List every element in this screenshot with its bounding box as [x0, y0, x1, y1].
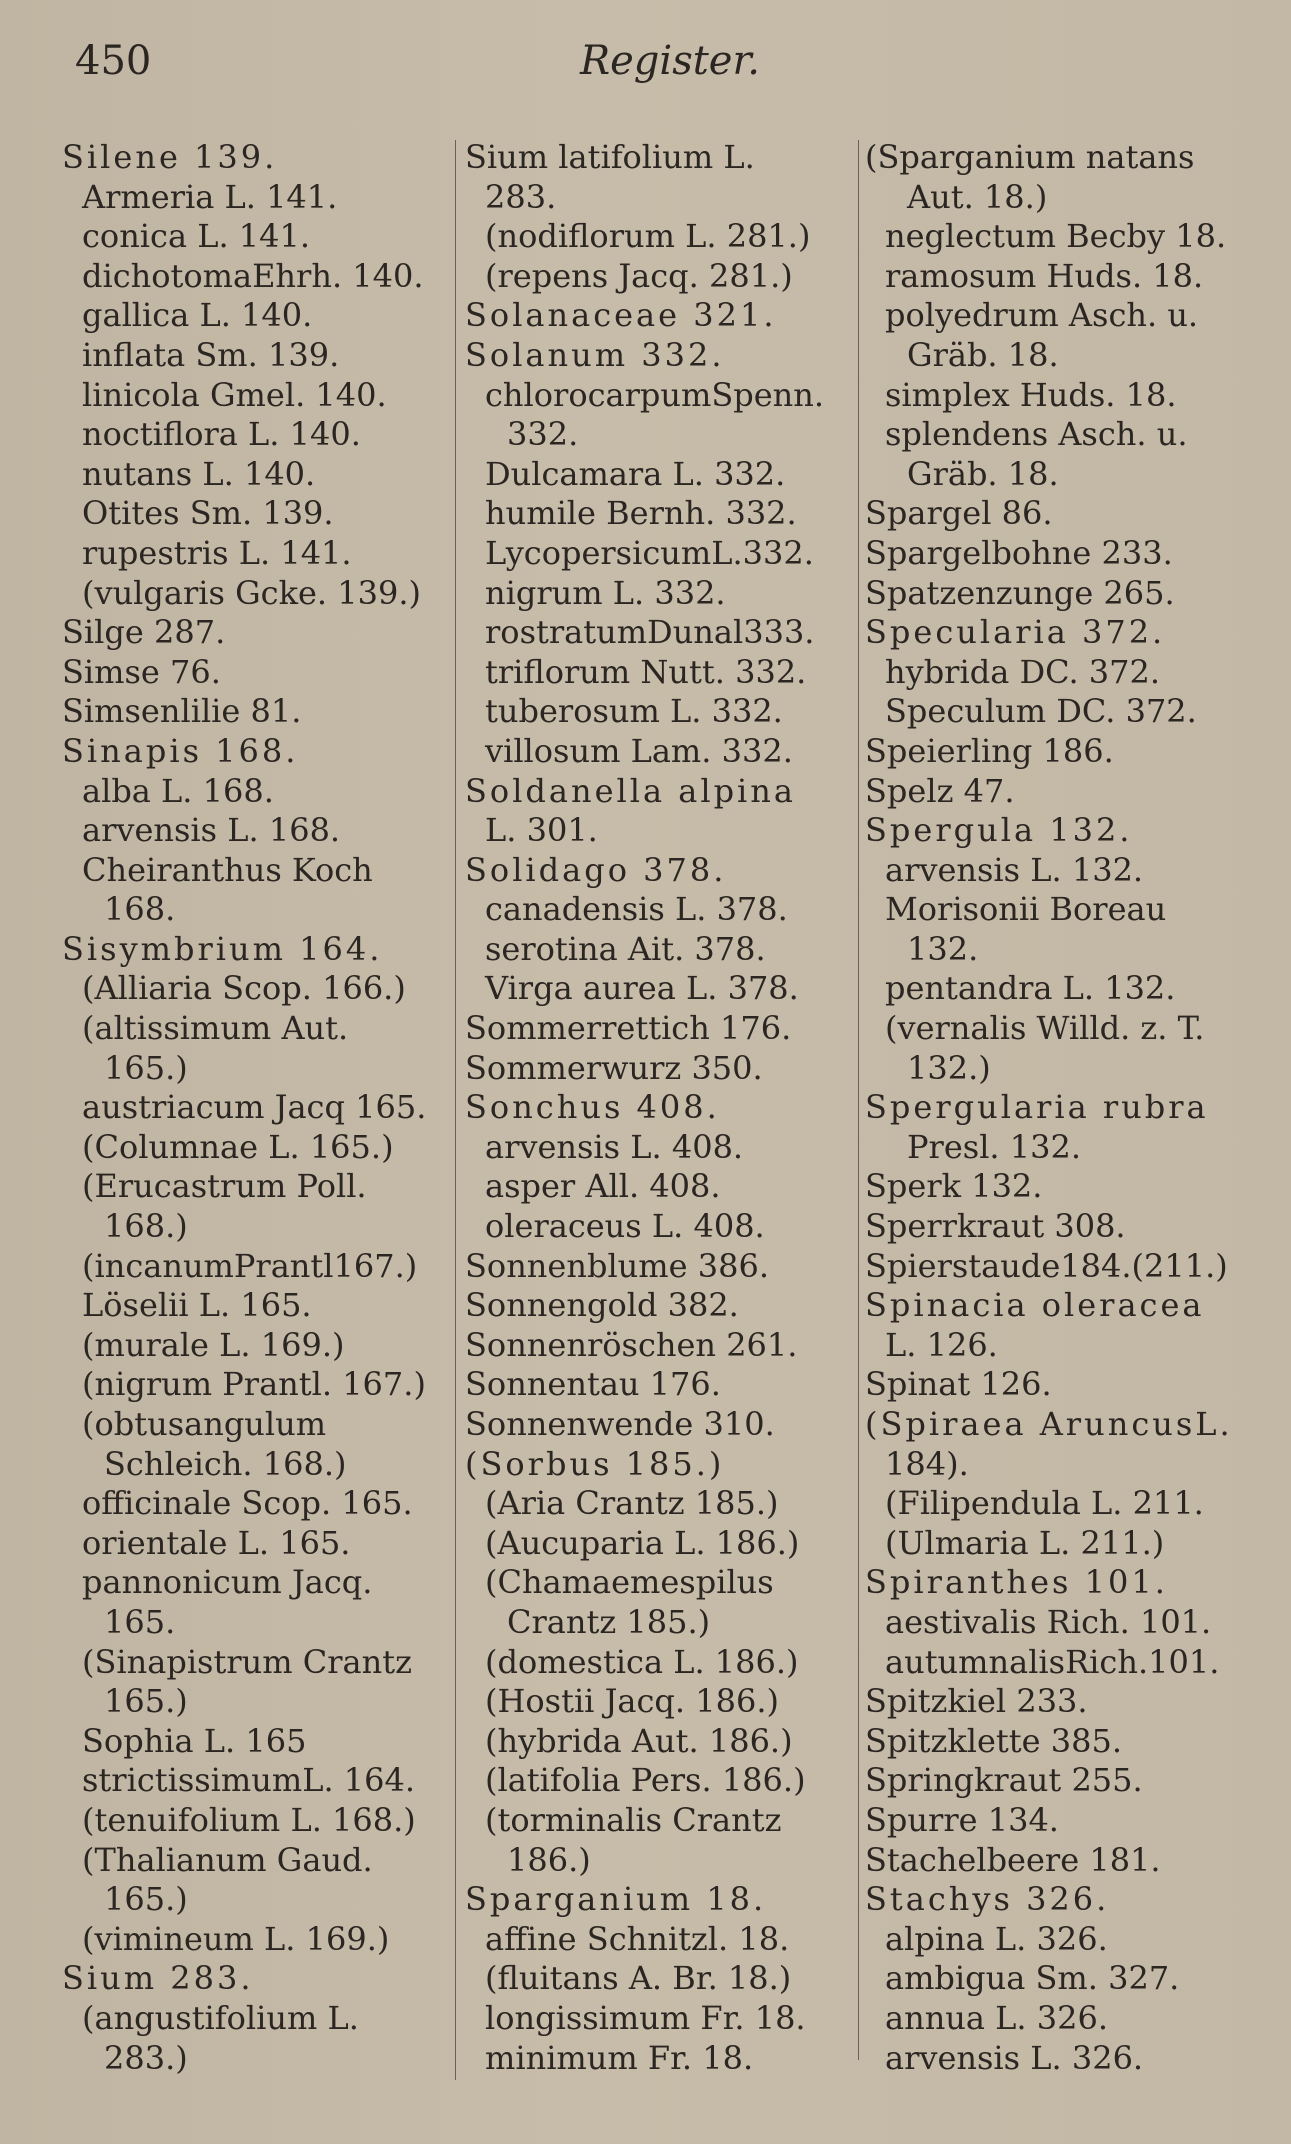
- index-entry: serotina Ait. 378.: [485, 929, 766, 968]
- index-entry: affine Schnitzl. 18.: [485, 1919, 790, 1958]
- index-entry: Sommerwurz 350.: [465, 1048, 763, 1087]
- index-entry: (Aria Crantz 185.): [485, 1484, 779, 1523]
- index-entry: (vimineum L. 169.): [82, 1919, 390, 1958]
- index-entry: 283.: [485, 177, 557, 216]
- index-entry: strictissimumL. 164.: [82, 1761, 416, 1800]
- index-entry: minimum Fr. 18.: [485, 2038, 754, 2077]
- index-entry: Stachelbeere 181.: [865, 1840, 1161, 1879]
- index-entry: Sisymbrium 164.: [62, 929, 383, 968]
- index-entry: (Thalianum Gaud.: [82, 1840, 373, 1879]
- index-entry: (Hostii Jacq. 186.): [485, 1682, 779, 1721]
- index-entry: Sparganium 18.: [465, 1880, 767, 1919]
- index-entry: Armeria L. 141.: [82, 177, 338, 216]
- index-entry: (altissimum Aut.: [82, 1009, 349, 1048]
- index-entry: chlorocarpumSpenn.: [485, 375, 825, 414]
- index-entry: Sperrkraut 308.: [865, 1207, 1126, 1246]
- index-column-2: [465, 138, 855, 2078]
- index-entry: Otites Sm. 139.: [82, 494, 334, 533]
- index-entry: 168.): [104, 1207, 188, 1246]
- index-entry: (Ulmaria L. 211.): [885, 1523, 1165, 1562]
- index-entry: autumnalisRich.101.: [885, 1642, 1220, 1681]
- index-entry: nigrum L. 332.: [485, 573, 726, 612]
- index-entry: L. 126.: [885, 1325, 998, 1364]
- index-entry: triflorum Nutt. 332.: [485, 652, 807, 691]
- index-entry: Spergula 132.: [865, 811, 1133, 850]
- index-entry: L. 301.: [485, 811, 598, 850]
- index-entry: Spinacia oleracea: [865, 1286, 1205, 1325]
- index-entry: (Aucuparia L. 186.): [485, 1523, 800, 1562]
- index-entry: Dulcamara L. 332.: [485, 454, 786, 493]
- index-entry: (Alliaria Scop. 166.): [82, 969, 406, 1008]
- index-entry: Sium 283.: [62, 1959, 254, 1998]
- index-entry: 184).: [885, 1444, 969, 1483]
- index-entry: Spelz 47.: [865, 771, 1015, 810]
- index-entry: Spergularia rubra: [865, 1088, 1209, 1127]
- index-entry: Gräb. 18.: [907, 454, 1059, 493]
- index-entry: Sium latifolium L.: [465, 138, 755, 176]
- index-entry: Sonnentau 176.: [465, 1365, 721, 1404]
- index-entry: Sonnenröschen 261.: [465, 1325, 798, 1364]
- index-entry: Sommerrettich 176.: [465, 1009, 792, 1048]
- index-entry: gallica L. 140.: [82, 296, 313, 335]
- index-entry: Silene 139.: [62, 138, 278, 176]
- index-entry: arvensis L. 408.: [485, 1127, 744, 1166]
- index-entry: 165.: [104, 1602, 176, 1641]
- index-entry: tuberosum L. 332.: [485, 692, 783, 731]
- index-entry: Spargel 86.: [865, 494, 1053, 533]
- index-entry: noctiflora L. 140.: [82, 415, 361, 454]
- index-entry: Sonnenblume 386.: [465, 1246, 769, 1285]
- index-entry: 168.: [104, 890, 176, 929]
- index-entry: 165.): [104, 1048, 188, 1087]
- index-entry: (vulgaris Gcke. 139.): [82, 573, 421, 612]
- index-entry: conica L. 141.: [82, 217, 311, 256]
- index-entry: Spurre 134.: [865, 1800, 1059, 1839]
- index-entry: inflata Sm. 139.: [82, 335, 340, 374]
- index-entry: (torminalis Crantz: [485, 1800, 782, 1839]
- index-entry: asper All. 408.: [485, 1167, 721, 1206]
- index-entry: arvensis L. 168.: [82, 811, 341, 850]
- index-entry: Simsenlilie 81.: [62, 692, 302, 731]
- index-entry: Stachys 326.: [865, 1880, 1110, 1919]
- page-number: 450: [75, 38, 152, 84]
- index-entry: arvensis L. 326.: [885, 2038, 1144, 2077]
- index-entry: humile Bernh. 332.: [485, 494, 797, 533]
- index-entry: Schleich. 168.): [104, 1444, 347, 1483]
- index-entry: (Sparganium natans: [865, 138, 1195, 176]
- index-entry: Solanum 332.: [465, 335, 725, 374]
- index-entry: Presl. 132.: [907, 1127, 1082, 1166]
- index-entry: Sonnenwende 310.: [465, 1405, 775, 1443]
- index-entry: LycopersicumL.332.: [485, 533, 814, 572]
- index-entry: Soldanella alpina: [465, 771, 796, 810]
- index-entry: (repens Jacq. 281.): [485, 256, 793, 295]
- index-entry: pentandra L. 132.: [885, 969, 1176, 1008]
- index-entry: polyedrum Asch. u.: [885, 296, 1199, 335]
- index-entry: dichotomaEhrh. 140.: [82, 256, 424, 295]
- index-entry: Gräb. 18.: [907, 335, 1059, 374]
- index-entry: Löselii L. 165.: [82, 1286, 312, 1325]
- index-entry: Morisonii Boreau: [885, 890, 1167, 929]
- index-entry: (domestica L. 186.): [485, 1642, 799, 1681]
- index-entry: rupestris L. 141.: [82, 533, 352, 572]
- running-title: Register.: [580, 38, 760, 84]
- index-entry: (Sinapistrum Crantz: [82, 1642, 412, 1681]
- index-entry: pannonicum Jacq.: [82, 1563, 373, 1602]
- index-entry: (vernalis Willd. z. T.: [885, 1009, 1205, 1048]
- index-entry: officinale Scop. 165.: [82, 1484, 413, 1523]
- index-entry: Simse 76.: [62, 652, 221, 691]
- index-entry: Solidago 378.: [465, 850, 727, 889]
- index-entry: (nigrum Prantl. 167.): [82, 1365, 426, 1404]
- index-entry: (Filipendula L. 211.: [885, 1484, 1204, 1523]
- index-entry: simplex Huds. 18.: [885, 375, 1177, 414]
- index-entry: (incanumPrantl167.): [82, 1246, 418, 1285]
- index-entry: orientale L. 165.: [82, 1523, 351, 1562]
- index-entry: Silge 287.: [62, 613, 226, 652]
- index-entry: 132.): [907, 1048, 991, 1087]
- index-entry: arvensis L. 132.: [885, 850, 1144, 889]
- index-entry: Aut. 18.): [907, 177, 1048, 216]
- index-entry: annua L. 326.: [885, 1998, 1108, 2037]
- index-entry: nutans L. 140.: [82, 454, 316, 493]
- index-entry: Solanaceae 321.: [465, 296, 777, 335]
- index-column-1: [62, 138, 454, 2078]
- index-entry: Speierling 186.: [865, 731, 1114, 770]
- column-divider: [455, 140, 456, 2080]
- index-entry: Sinapis 168.: [62, 731, 299, 770]
- index-entry: Spatzenzunge 265.: [865, 573, 1175, 612]
- index-entry: canadensis L. 378.: [485, 890, 788, 929]
- index-entry: 283.): [104, 2038, 188, 2077]
- index-entry: Springkraut 255.: [865, 1761, 1143, 1800]
- index-entry: Sonchus 408.: [465, 1088, 720, 1127]
- index-entry: 132.: [907, 929, 979, 968]
- index-entry: Spinat 126.: [865, 1365, 1052, 1404]
- index-entry: Virga aurea L. 378.: [485, 969, 799, 1008]
- index-entry: Speculum DC. 372.: [885, 692, 1197, 731]
- index-entry: hybrida DC. 372.: [885, 652, 1161, 691]
- index-entry: Spiranthes 101.: [865, 1563, 1168, 1602]
- index-entry: villosum Lam. 332.: [485, 731, 793, 770]
- index-entry: 165.): [104, 1682, 188, 1721]
- index-entry: oleraceus L. 408.: [485, 1207, 765, 1246]
- index-entry: Spargelbohne 233.: [865, 533, 1173, 572]
- index-entry: linicola Gmel. 140.: [82, 375, 387, 414]
- index-entry: alba L. 168.: [82, 771, 274, 810]
- index-entry: alpina L. 326.: [885, 1919, 1108, 1958]
- page-header: [75, 38, 1231, 98]
- index-entry: Sperk 132.: [865, 1167, 1043, 1206]
- index-entry: (Erucastrum Poll.: [82, 1167, 367, 1206]
- index-entry: (Chamaemespilus: [485, 1563, 774, 1602]
- index-entry: (Spiraea AruncusL.: [865, 1405, 1233, 1443]
- index-entry: splendens Asch. u.: [885, 415, 1188, 454]
- index-entry: 332.: [507, 415, 579, 454]
- index-entry: (tenuifolium L. 168.): [82, 1800, 416, 1839]
- index-entry: Spierstaude184.(211.): [865, 1246, 1228, 1285]
- index-entry: austriacum Jacq 165.: [82, 1088, 427, 1127]
- index-entry: longissimum Fr. 18.: [485, 1998, 806, 2037]
- index-entry: Cheiranthus Koch: [82, 850, 373, 889]
- index-entry: (Columnae L. 165.): [82, 1127, 394, 1166]
- index-column-3: [865, 138, 1247, 2078]
- index-entry: rostratumDunal333.: [485, 613, 815, 652]
- index-entry: neglectum Becby 18.: [885, 217, 1227, 256]
- index-entry: aestivalis Rich. 101.: [885, 1602, 1212, 1641]
- index-entry: (hybrida Aut. 186.): [485, 1721, 793, 1760]
- index-entry: Spitzklette 385.: [865, 1721, 1122, 1760]
- index-entry: (fluitans A. Br. 18.): [485, 1959, 792, 1998]
- index-entry: 165.): [104, 1880, 188, 1919]
- index-entry: (nodiflorum L. 281.): [485, 217, 811, 256]
- index-entry: Crantz 185.): [507, 1602, 711, 1641]
- index-entry: (latifolia Pers. 186.): [485, 1761, 806, 1800]
- index-entry: (Sorbus 185.): [465, 1444, 725, 1483]
- index-entry: Spitzkiel 233.: [865, 1682, 1088, 1721]
- index-entry: Sophia L. 165: [82, 1721, 307, 1760]
- index-entry: (obtusangulum: [82, 1405, 327, 1443]
- index-entry: ambigua Sm. 327.: [885, 1959, 1180, 1998]
- index-entry: ramosum Huds. 18.: [885, 256, 1204, 295]
- index-entry: Specularia 372.: [865, 613, 1166, 652]
- index-entry: (angustifolium L.: [82, 1998, 359, 2037]
- column-divider: [858, 140, 859, 2060]
- index-entry: Sonnengold 382.: [465, 1286, 739, 1325]
- index-entry: (murale L. 169.): [82, 1325, 345, 1364]
- index-entry: 186.): [507, 1840, 591, 1879]
